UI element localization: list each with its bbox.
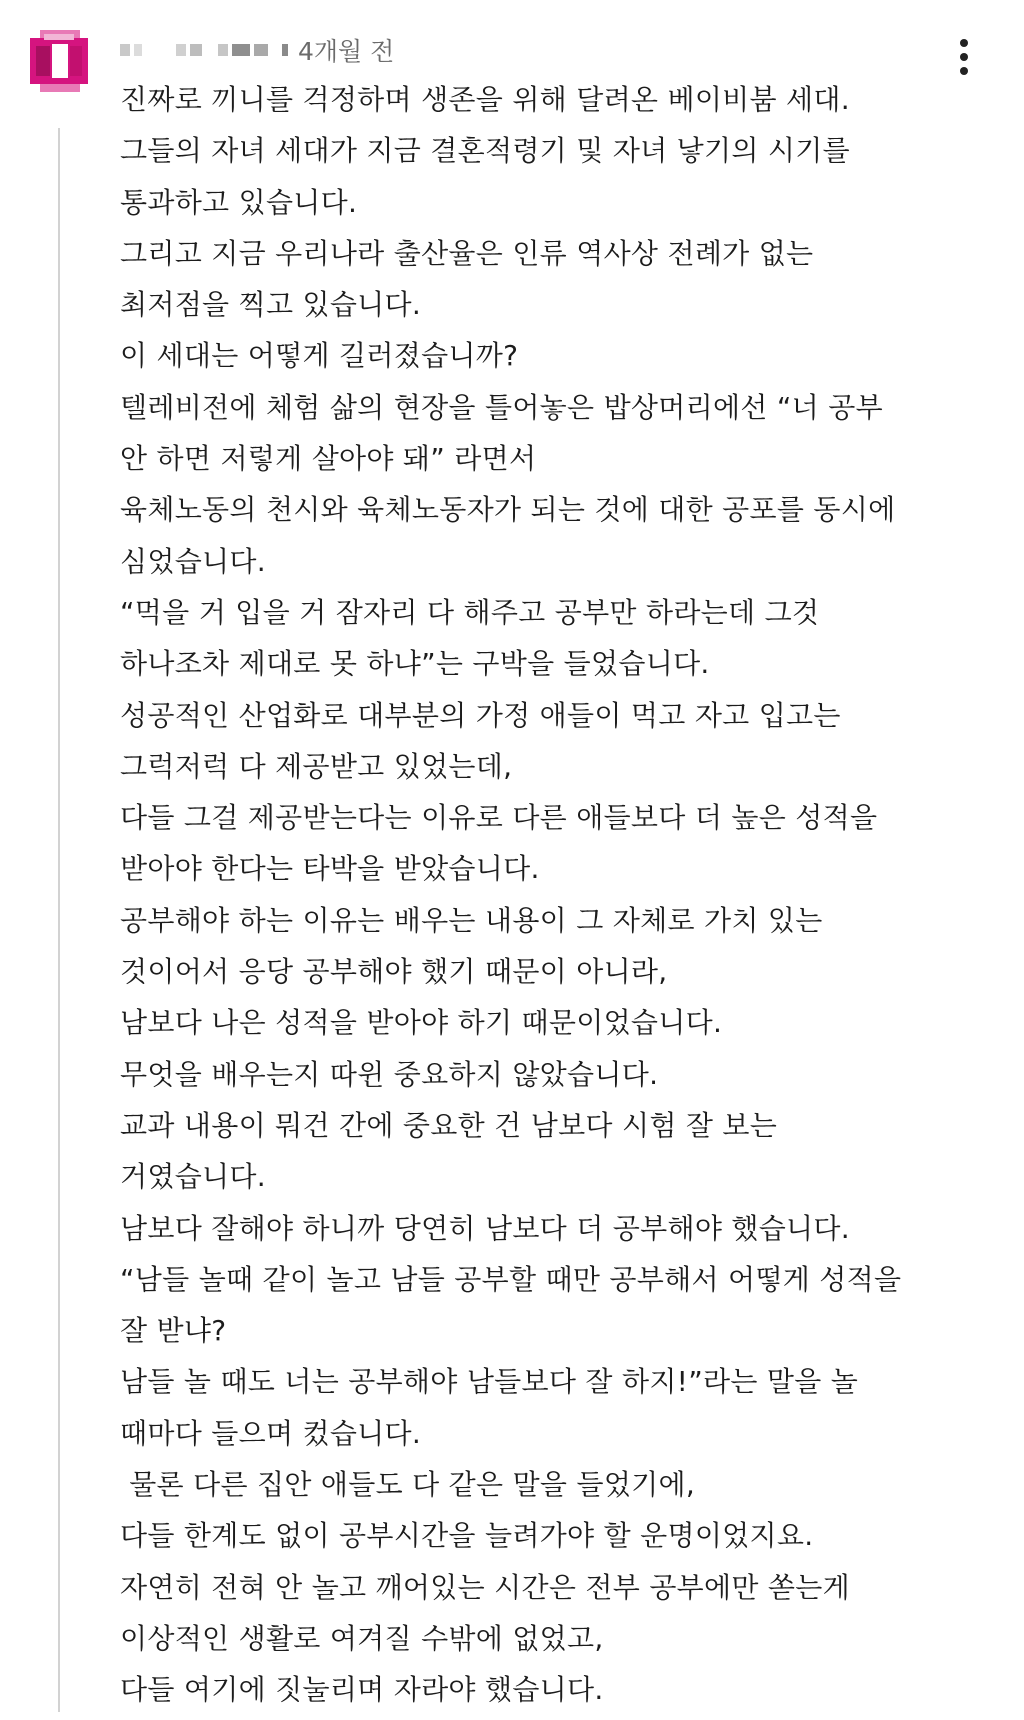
more-options-button[interactable] (947, 35, 981, 79)
author-name-blurred[interactable] (120, 30, 296, 70)
comment-line: 이 세대는 어떻게 길러졌습니까? (120, 339, 519, 373)
comment-line: 그럭저럭 다 제공받고 있었는데, (120, 749, 513, 783)
comment-line: 무엇을 배우는지 따윈 중요하지 않았습니다. (120, 1057, 659, 1091)
comment-line: 것이어서 응당 공부해야 했기 때문이 아니라, (120, 955, 668, 989)
avatar[interactable] (30, 30, 88, 92)
thread-line (58, 128, 60, 1712)
comment-line: 심었습니다. (120, 544, 266, 578)
comment-line: 교과 내용이 뭐건 간에 중요한 건 남보다 시험 잘 보는 (120, 1108, 778, 1142)
comment-line: 그들의 자녀 세대가 지금 결혼적령기 및 자녀 낳기의 시기를 (120, 134, 850, 168)
comment-line: 남보다 나은 성적을 받아야 하기 때문이었습니다. (120, 1006, 723, 1040)
comment-line: 다들 여기에 짓눌리며 자라야 했습니다. (120, 1673, 604, 1707)
comment-line: 때마다 들으며 컸습니다. (120, 1416, 422, 1450)
comment-line: 받아야 한다는 타박을 받았습니다. (120, 852, 540, 886)
comment-line: “먹을 거 입을 거 잠자리 다 해주고 공부만 하라는데 그것 (120, 595, 820, 629)
comment-line: 하나조차 제대로 못 하냐”는 구박을 들었습니다. (120, 647, 710, 681)
comment-line: 이상적인 생활로 여겨질 수밖에 없었고, (120, 1621, 604, 1655)
comment-line: 물론 다른 집안 애들도 다 같은 말을 들었기에, (120, 1468, 696, 1502)
comment-line: 진짜로 끼니를 걱정하며 생존을 위해 달려온 베이비붐 세대. (120, 83, 850, 116)
comment-line: 통과하고 있습니다. (120, 185, 358, 219)
comment-line: 안 하면 저렇게 살아야 돼” 라면서 (120, 442, 537, 476)
comment-timestamp[interactable]: 4개월 전 (298, 37, 395, 66)
comment-line: “남들 놀때 같이 놀고 남들 공부할 때만 공부해서 어떻게 성적을 (120, 1262, 902, 1296)
comment-line: 남들 놀 때도 너는 공부해야 남들보다 잘 하지!”라는 말을 놀 (120, 1365, 859, 1399)
comment-line: 남보다 잘해야 하니까 당연히 남보다 더 공부해야 했습니다. (120, 1211, 850, 1245)
comment-line: 최저점을 찍고 있습니다. (120, 288, 422, 322)
comment-line: 자연히 전혀 안 놀고 깨어있는 시간은 전부 공부에만 쏟는게 (120, 1570, 850, 1604)
comment-line: 거였습니다. (120, 1160, 266, 1194)
comment-line: 다들 그걸 제공받는다는 이유로 다른 애들보다 더 높은 성적을 (120, 801, 878, 835)
comment-line: 다들 한계도 없이 공부시간을 늘려가야 할 운명이었지요. (120, 1519, 814, 1553)
comment-text (120, 78, 980, 1720)
comment-line: 성공적인 산업화로 대부분의 가정 애들이 먹고 자고 입고는 (120, 698, 841, 732)
comment-line: 텔레비전에 체험 삶의 현장을 틀어놓은 밥상머리에선 “너 공부 (120, 390, 883, 424)
comment-line: 공부해야 하는 이유는 배우는 내용이 그 자체로 가치 있는 (120, 903, 823, 937)
comment-line: 육체노동의 천시와 육체노동자가 되는 것에 대한 공포를 동시에 (120, 493, 896, 527)
comment-line: 잘 받냐? (120, 1314, 227, 1348)
comment-line: 그리고 지금 우리나라 출산율은 인류 역사상 전례가 없는 (120, 236, 814, 270)
comment-header (120, 30, 394, 70)
